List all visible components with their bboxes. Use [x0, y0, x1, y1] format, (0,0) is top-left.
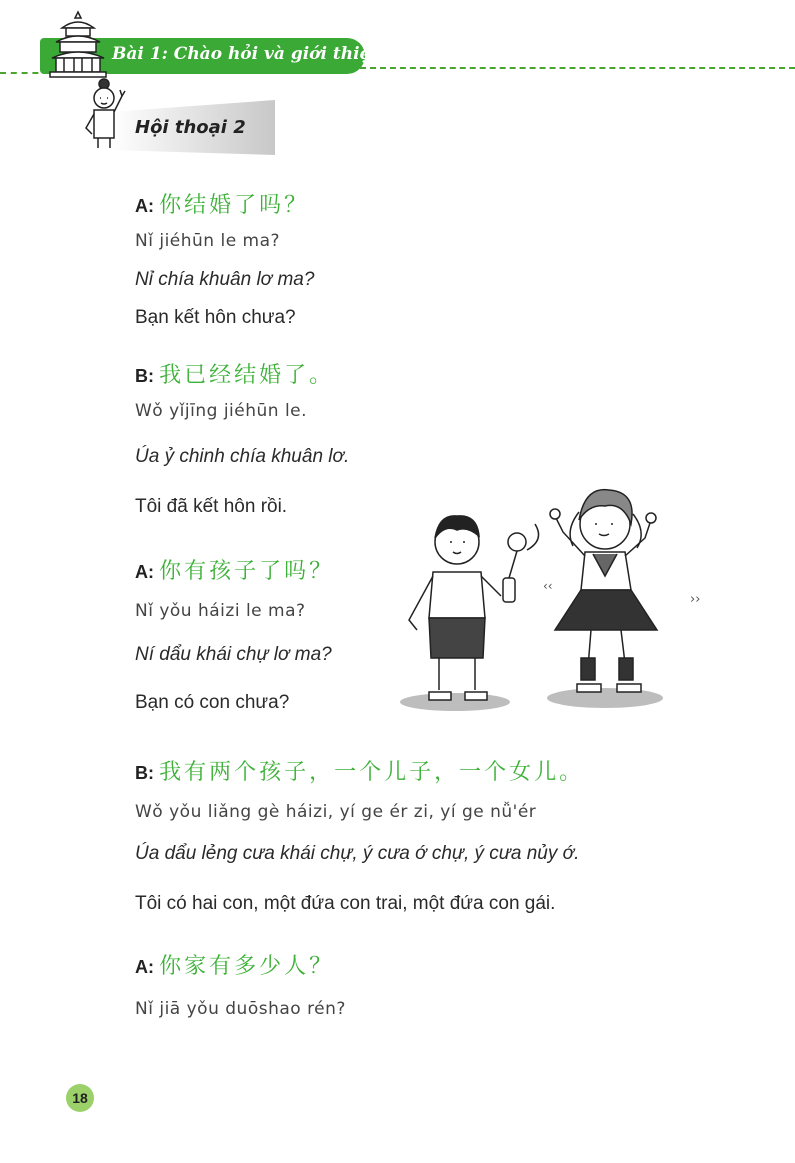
children-playing-illustration — [395, 480, 670, 712]
speaker-label: B: — [135, 366, 154, 386]
chinese-text: 你家有多少人？ — [159, 954, 335, 979]
temple-icon — [48, 10, 108, 78]
speaker-label: B: — [135, 763, 154, 783]
speaker-label: A: — [135, 196, 154, 216]
svg-text:‹‹: ‹‹ — [543, 579, 553, 593]
lesson-title: Bài 1: Chào hỏi và giới thiệu — [112, 44, 383, 64]
dialogue-line-chinese — [135, 949, 334, 980]
chinese-text: 你结婚了吗？ — [159, 193, 310, 218]
translation-text: Tôi đã kết hôn rồi. — [135, 496, 288, 517]
pronunciation-text: Ní dẩu khái chự lơ ma? — [135, 644, 332, 665]
pinyin-text: Nǐ yǒu háizi le ma? — [135, 601, 306, 621]
kid-waving-icon — [82, 78, 130, 150]
pinyin-text: Wǒ yǐjīng jiéhūn le. — [135, 401, 308, 421]
dialogue-line-chinese — [135, 358, 334, 389]
speaker-label: A: — [135, 957, 154, 977]
chinese-text: 我已经结婚了。 — [159, 363, 335, 388]
speaker-label: A: — [135, 562, 154, 582]
pinyin-text: Nǐ jiéhūn le ma? — [135, 231, 281, 251]
page-number: 18 — [66, 1084, 94, 1112]
translation-text: Tôi có hai con, một đứa con trai, một đứa con gái. — [135, 893, 556, 914]
section-title: Hội thoại 2 — [135, 117, 246, 138]
translation-text: Bạn kết hôn chưa? — [135, 307, 296, 328]
chinese-text: 我有两个孩子，一个儿子，一个女儿。 — [159, 760, 585, 785]
translation-text: Bạn có con chưa? — [135, 692, 290, 713]
pronunciation-text: Úa ỷ chinh chía khuân lơ. — [135, 446, 350, 467]
pinyin-text: Wǒ yǒu liǎng gè háizi, yí ge ér zi, yí ge nǚ'ér — [135, 802, 537, 822]
dialogue-line-chinese — [135, 188, 309, 219]
dialogue-line-chinese — [135, 554, 334, 585]
pronunciation-text: Úa dẩu lẻng cưa khái chự, ý cưa ớ chự, ý cưa nủy ớ. — [135, 843, 580, 864]
header-dashed-line-right — [360, 67, 795, 69]
dialogue-line-chinese — [135, 755, 584, 786]
pronunciation-text: Nỉ chía khuân lơ ma? — [135, 269, 315, 290]
motion-mark-icon: ›› — [690, 592, 701, 607]
chinese-text: 你有孩子了吗？ — [159, 559, 335, 584]
pinyin-text: Nǐ jiā yǒu duōshao rén? — [135, 999, 346, 1019]
